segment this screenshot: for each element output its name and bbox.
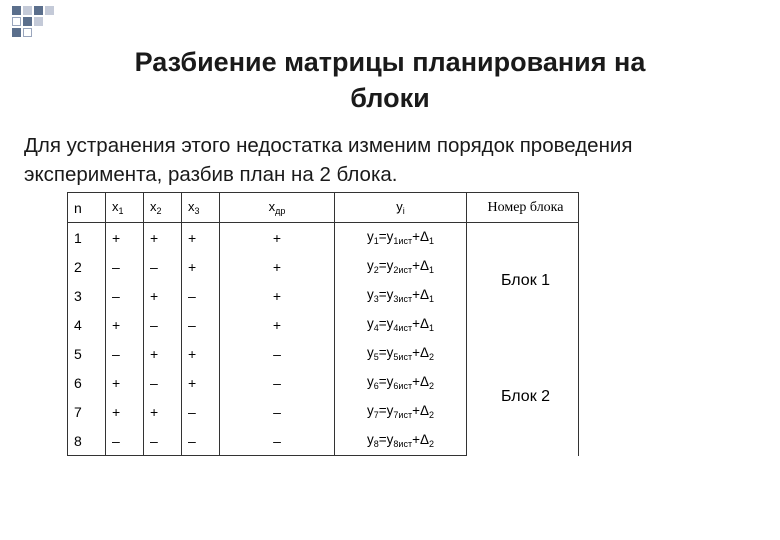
cell-x1: + <box>106 223 144 253</box>
intro-line-2: эксперимента, разбив план на 2 блока. <box>24 163 398 186</box>
table-header-row <box>68 193 579 223</box>
cell-x2: – <box>144 426 182 456</box>
cell-y-expression: $y_1=y_{1ист}+\Delta_1$ <box>335 223 467 253</box>
cell-x2: – <box>144 368 182 397</box>
cell-x2: + <box>144 223 182 253</box>
cell-xdr: – <box>220 397 335 426</box>
cell-x3: – <box>182 310 220 339</box>
cell-y-expression: $y_6=y_{6ист}+\Delta_2$ <box>335 368 467 397</box>
cell-x2: + <box>144 281 182 310</box>
header-xdr: $x_{др}$ <box>220 193 335 223</box>
header-block-number: Номер блока <box>467 193 579 223</box>
cell-x1: + <box>106 310 144 339</box>
cell-y-expression: $y_2=y_{2ист}+\Delta_1$ <box>335 252 467 281</box>
cell-n: 3 <box>68 281 106 310</box>
cell-x3: + <box>182 368 220 397</box>
cell-x3: – <box>182 426 220 456</box>
cell-n: 2 <box>68 252 106 281</box>
cell-block-2: Блок 2 <box>467 339 579 456</box>
cell-xdr: – <box>220 368 335 397</box>
header-x2: $x_2$ <box>144 193 182 223</box>
cell-x1: – <box>106 281 144 310</box>
planning-matrix-table <box>67 192 579 456</box>
cell-xdr: + <box>220 252 335 281</box>
header-x1: $x_1$ <box>106 193 144 223</box>
cell-xdr: – <box>220 426 335 456</box>
cell-x1: – <box>106 252 144 281</box>
cell-xdr: – <box>220 339 335 368</box>
cell-x3: + <box>182 339 220 368</box>
cell-n: 6 <box>68 368 106 397</box>
cell-x1: + <box>106 368 144 397</box>
cell-x1: – <box>106 339 144 368</box>
cell-x1: – <box>106 426 144 456</box>
cell-x3: – <box>182 397 220 426</box>
header-n: n <box>68 193 106 223</box>
cell-n: 7 <box>68 397 106 426</box>
header-y: $y_i$ <box>335 193 467 223</box>
intro-text <box>24 131 754 189</box>
cell-x3: + <box>182 252 220 281</box>
slide-title <box>40 44 740 116</box>
cell-x1: + <box>106 397 144 426</box>
table-row <box>68 223 579 253</box>
cell-block-1: Блок 1 <box>467 223 579 340</box>
cell-y-expression: $y_3=y_{3ист}+\Delta_1$ <box>335 281 467 310</box>
cell-xdr: + <box>220 310 335 339</box>
title-line-2: блоки <box>350 83 430 113</box>
intro-line-1: Для устранения этого недостатка изменим порядок проведения <box>24 134 633 157</box>
cell-n: 4 <box>68 310 106 339</box>
title-line-1: Разбиение матрицы планирования на <box>134 47 646 77</box>
cell-x2: – <box>144 310 182 339</box>
cell-xdr: + <box>220 281 335 310</box>
cell-x3: + <box>182 223 220 253</box>
cell-n: 5 <box>68 339 106 368</box>
cell-y-expression: $y_4=y_{4ист}+\Delta_1$ <box>335 310 467 339</box>
cell-n: 1 <box>68 223 106 253</box>
corner-decoration <box>0 0 70 40</box>
cell-x3: – <box>182 281 220 310</box>
cell-n: 8 <box>68 426 106 456</box>
cell-y-expression: $y_5=y_{5ист}+\Delta_2$ <box>335 339 467 368</box>
cell-x2: + <box>144 397 182 426</box>
cell-y-expression: $y_8=y_{8ист}+\Delta_2$ <box>335 426 467 456</box>
cell-x2: + <box>144 339 182 368</box>
cell-x2: – <box>144 252 182 281</box>
table-row <box>68 339 579 368</box>
cell-y-expression: $y_7=y_{7ист}+\Delta_2$ <box>335 397 467 426</box>
header-x3: $x_3$ <box>182 193 220 223</box>
cell-xdr: + <box>220 223 335 253</box>
